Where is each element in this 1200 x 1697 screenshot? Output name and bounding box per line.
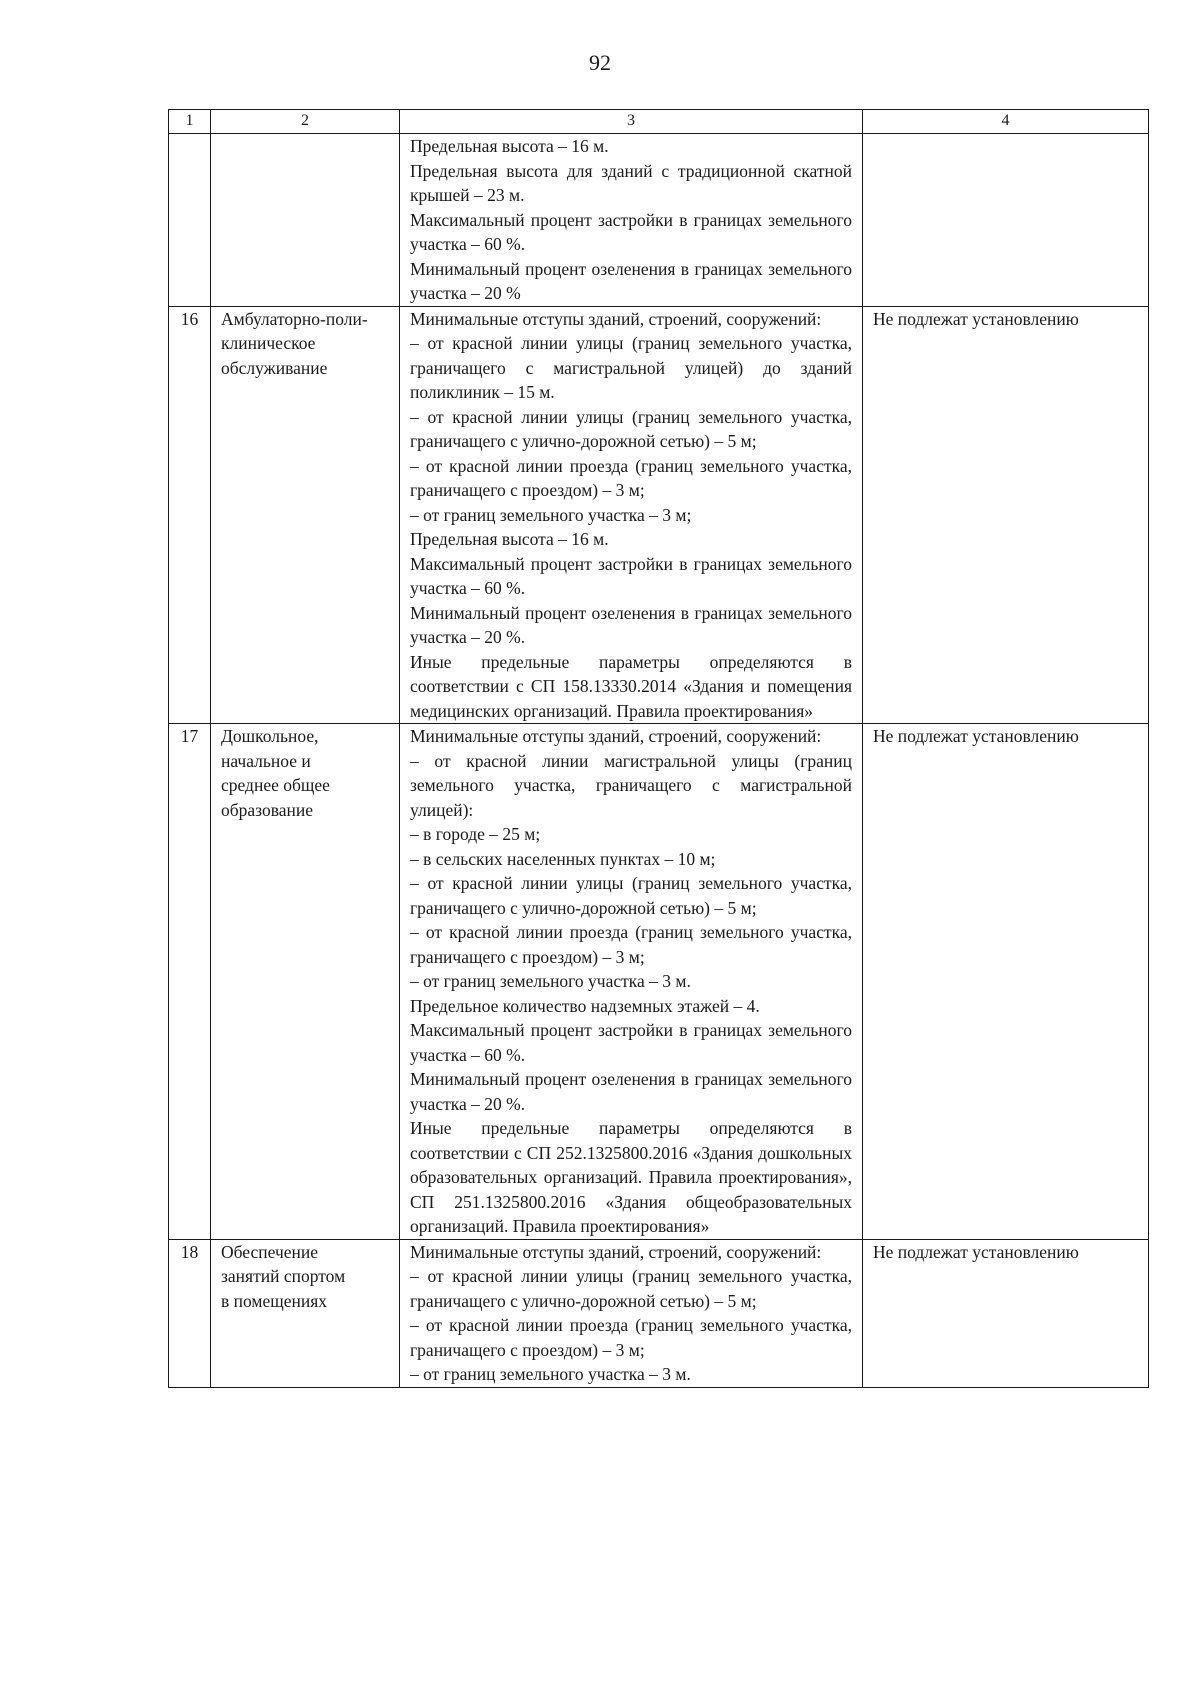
- parameter-paragraph: – от красной линии проезда (границ земельного участка, граничащего с проездом) – 3 м;: [410, 1315, 852, 1360]
- parameter-paragraph: – от границ земельного участка – 3 м.: [410, 1364, 691, 1384]
- parameter-paragraph: Предельная высота для зданий с традиционной скатной крышей – 23 м.: [410, 160, 852, 205]
- parameter-paragraph: – в городе – 25 м;: [410, 824, 541, 844]
- parameter-paragraph: Минимальные отступы зданий, строений, сооружений:: [410, 1241, 822, 1262]
- parameter-paragraph: Минимальный процент озеленения в границах земельного участка – 20 %.: [410, 602, 852, 647]
- regulations-table: [168, 109, 1149, 1388]
- parameter-paragraph: – от границ земельного участка – 3 м;: [410, 504, 692, 525]
- land-use-name-line: обслуживание: [221, 357, 328, 378]
- land-use-name-cell: [211, 134, 400, 307]
- column-header-1: 1: [169, 110, 211, 134]
- parameter-paragraph: – от красной линии проезда (границ земельного участка, граничащего с проездом) – 3 м;: [410, 922, 852, 967]
- parameter-paragraph: Иные предельные параметры определяются в соответствии с СП 252.1325800.2016 «Здания дошкольных образовательных организаций. Правила проектирования», СП 251.1325800.2016 «Здания общеобразовательных организаций. Правила проектирования»: [410, 1118, 852, 1236]
- table-header-row: [169, 110, 1149, 134]
- table-row: [169, 1239, 1149, 1387]
- restrictions-cell: Не подлежат установлению: [863, 1239, 1149, 1387]
- parameter-paragraph: Предельное количество надземных этажей – 4.: [410, 995, 760, 1016]
- column-header-4: 4: [863, 110, 1149, 134]
- parameter-paragraph: Максимальный процент застройки в границах земельного участка – 60 %.: [410, 1020, 852, 1065]
- table-row: [169, 134, 1149, 307]
- restrictions-cell: Не подлежат установлению: [863, 306, 1149, 724]
- parameter-paragraph: – от красной линии улицы (границ земельного участка, граничащего с улично-дорожной сетью) – 5 м;: [410, 406, 852, 451]
- land-use-name-line: Дошкольное,: [221, 726, 319, 746]
- parameter-paragraph: Максимальный процент застройки в границах земельного участка – 60 %.: [410, 553, 852, 598]
- parameter-paragraph: Минимальные отступы зданий, строений, сооружений:: [410, 726, 822, 746]
- parameter-paragraph: Минимальный процент озеленения в границах земельного участка – 20 %: [410, 258, 852, 303]
- row-number-cell: 16: [169, 306, 211, 724]
- land-use-name-line: в помещениях: [221, 1290, 328, 1311]
- parameter-paragraph: Минимальные отступы зданий, строений, сооружений:: [410, 308, 822, 329]
- row-number-cell: 18: [169, 1239, 211, 1387]
- row-number-cell: 17: [169, 724, 211, 1240]
- parameter-paragraph: Предельная высота – 16 м.: [410, 136, 609, 156]
- column-header-3: 3: [400, 110, 863, 134]
- parameters-cell: [400, 1239, 863, 1387]
- table-body: [169, 110, 1149, 1388]
- parameter-paragraph: – в сельских населенных пунктах – 10 м;: [410, 848, 716, 869]
- parameter-paragraph: – от границ земельного участка – 3 м.: [410, 971, 691, 991]
- parameter-paragraph: – от красной линии проезда (границ земельного участка, граничащего с проездом) – 3 м;: [410, 455, 852, 500]
- land-use-name-cell: [211, 1239, 400, 1387]
- row-number-cell: [169, 134, 211, 307]
- table-row: [169, 306, 1149, 724]
- land-use-name-line: Амбулаторно-поли-: [221, 308, 368, 329]
- land-use-name-line: среднее общее: [221, 775, 330, 795]
- restrictions-cell: [863, 134, 1149, 307]
- parameter-paragraph: Минимальный процент озеленения в границах земельного участка – 20 %.: [410, 1069, 852, 1114]
- parameter-paragraph: – от красной линии магистральной улицы (границ земельного участка, граничащего с магистральной улицей):: [410, 750, 852, 820]
- table-row: [169, 724, 1149, 1240]
- land-use-name-line: начальное и: [221, 750, 311, 771]
- land-use-name-line: Обеспечение: [221, 1241, 319, 1262]
- land-use-name-cell: [211, 306, 400, 724]
- parameter-paragraph: Иные предельные параметры определяются в соответствии с СП 158.13330.2014 «Здания и помещения медицинских организаций. Правила проектирования»: [410, 651, 852, 721]
- parameter-paragraph: – от красной линии улицы (границ земельного участка, граничащего с магистральной улицей) до зданий поликлиник – 15 м.: [410, 333, 852, 402]
- parameter-paragraph: Максимальный процент застройки в границах земельного участка – 60 %.: [410, 209, 852, 254]
- land-use-name-line: занятий спортом: [221, 1266, 346, 1286]
- parameters-cell: [400, 724, 863, 1240]
- page-number: 92: [589, 50, 611, 75]
- land-use-name-line: клиническое: [221, 333, 316, 353]
- restrictions-cell: Не подлежат установлению: [863, 724, 1149, 1240]
- parameter-paragraph: – от красной линии улицы (границ земельного участка, граничащего с улично-дорожной сетью) – 5 м;: [410, 1266, 852, 1311]
- parameters-cell: [400, 306, 863, 724]
- land-use-name-line: образование: [221, 799, 314, 820]
- parameter-paragraph: Предельная высота – 16 м.: [410, 529, 609, 549]
- parameter-paragraph: – от красной линии улицы (границ земельного участка, граничащего с улично-дорожной сетью) – 5 м;: [410, 873, 852, 918]
- parameters-cell: [400, 134, 863, 307]
- land-use-name-cell: [211, 724, 400, 1240]
- column-header-2: 2: [211, 110, 400, 134]
